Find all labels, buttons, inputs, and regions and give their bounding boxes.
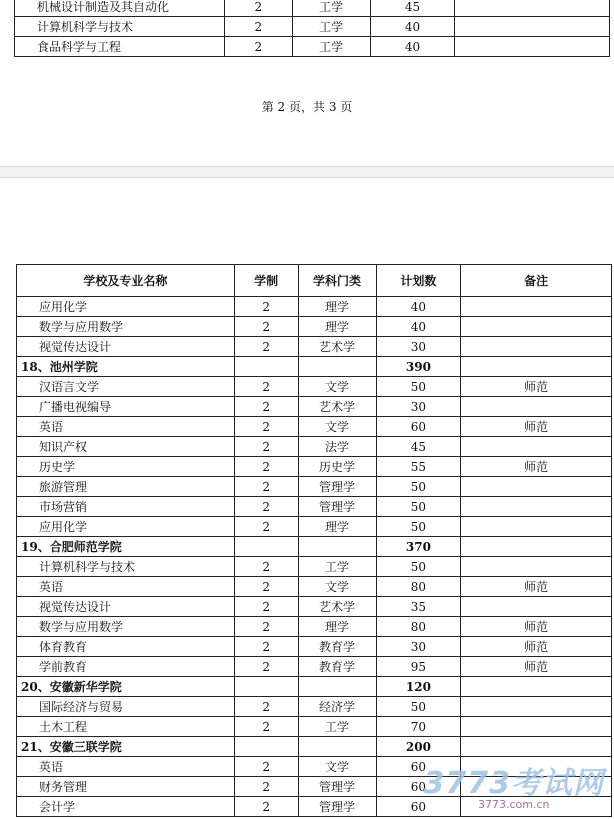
cell-category: 工学: [292, 37, 370, 57]
cell-note: [461, 357, 612, 377]
cell-category: 文学: [298, 417, 376, 437]
cell-category: 文学: [298, 757, 376, 777]
cell-category: 管理学: [298, 797, 376, 817]
header-row: [17, 265, 612, 297]
cell-years: 2: [234, 437, 298, 457]
school-row: [17, 357, 612, 377]
cell-plan: 40: [370, 17, 455, 37]
cell-note: 师范: [461, 577, 612, 597]
cell-category: 文学: [298, 377, 376, 397]
cell-plan: 60: [376, 757, 461, 777]
cell-plan: 30: [376, 637, 461, 657]
cell-category: 文学: [298, 577, 376, 597]
cell-category: 理学: [298, 617, 376, 637]
cell-years: 2: [234, 317, 298, 337]
cell-plan: 60: [376, 777, 461, 797]
cell-plan: 50: [376, 557, 461, 577]
table-row: [17, 577, 612, 597]
cell-name: 市场营销: [17, 497, 235, 517]
cell-plan: 60: [376, 417, 461, 437]
table-row: [15, 17, 610, 37]
table-row: [17, 457, 612, 477]
cell-category: 工学: [298, 717, 376, 737]
cell-name: 财务管理: [17, 777, 235, 797]
cell-note: [461, 497, 612, 517]
header-years: 学制: [234, 265, 298, 297]
cell-category: 理学: [298, 317, 376, 337]
cell-note: 师范: [461, 637, 612, 657]
cell-category: [298, 357, 376, 377]
cell-years: 2: [234, 397, 298, 417]
cell-years: 2: [234, 697, 298, 717]
table-row: [17, 637, 612, 657]
header-name: 学校及专业名称: [17, 265, 235, 297]
cell-plan: 80: [376, 577, 461, 597]
watermark-logo: 3773考试网: [423, 766, 604, 801]
table-row: [17, 557, 612, 577]
cell-category: [298, 537, 376, 557]
cell-plan: 35: [376, 597, 461, 617]
cell-years: 2: [234, 617, 298, 637]
cell-name: 土木工程: [17, 717, 235, 737]
cell-category: 工学: [298, 557, 376, 577]
watermark-url: 3773.com.cn: [478, 798, 550, 811]
cell-years: 2: [224, 0, 292, 17]
cell-name: 国际经济与贸易: [17, 697, 235, 717]
table-row: [17, 597, 612, 617]
table-row: [17, 437, 612, 457]
table-row: [17, 397, 612, 417]
cell-name: 历史学: [17, 457, 235, 477]
cell-category: 教育学: [298, 637, 376, 657]
cell-years: 2: [234, 757, 298, 777]
cell-years: 2: [234, 577, 298, 597]
table-row: [17, 517, 612, 537]
enrollment-table: [16, 264, 612, 817]
cell-note: [461, 537, 612, 557]
cell-category: 艺术学: [298, 397, 376, 417]
cell-note: 师范: [461, 617, 612, 637]
cell-note: [461, 337, 612, 357]
cell-plan: 80: [376, 617, 461, 637]
cell-plan: 50: [376, 477, 461, 497]
cell-years: 2: [234, 637, 298, 657]
cell-note: [461, 557, 612, 577]
cell-note: [461, 597, 612, 617]
cell-name: 21、安徽三联学院: [17, 737, 235, 757]
cell-name: 体育教育: [17, 637, 235, 657]
cell-name: 视觉传达设计: [17, 337, 235, 357]
cell-category: [298, 677, 376, 697]
table-row: [17, 417, 612, 437]
cell-years: 2: [234, 477, 298, 497]
cell-name: 英语: [17, 757, 235, 777]
table-row: [17, 617, 612, 637]
cell-note: [455, 17, 610, 37]
table-row: [17, 317, 612, 337]
cell-name: 数学与应用数学: [17, 317, 235, 337]
cell-plan: 30: [376, 397, 461, 417]
cell-note: 师范: [461, 657, 612, 677]
cell-plan: 120: [376, 677, 461, 697]
header-note: 备注: [461, 265, 612, 297]
cell-years: 2: [234, 777, 298, 797]
table-row: [17, 337, 612, 357]
cell-note: 师范: [461, 417, 612, 437]
cell-note: [461, 737, 612, 757]
cell-name: 机械设计制造及其自动化: [15, 0, 225, 17]
school-row: [17, 737, 612, 757]
cell-name: 应用化学: [17, 297, 235, 317]
cell-category: 艺术学: [298, 597, 376, 617]
cell-note: [461, 517, 612, 537]
table-row: [17, 657, 612, 677]
cell-name: 18、池州学院: [17, 357, 235, 377]
cell-name: 应用化学: [17, 517, 235, 537]
cell-years: 2: [234, 337, 298, 357]
cell-name: 广播电视编导: [17, 397, 235, 417]
header-plan: 计划数: [376, 265, 461, 297]
cell-note: [461, 717, 612, 737]
cell-name: 英语: [17, 577, 235, 597]
cell-plan: 95: [376, 657, 461, 677]
table-row: [17, 497, 612, 517]
cell-category: 管理学: [298, 497, 376, 517]
cell-years: 2: [234, 717, 298, 737]
cell-plan: 70: [376, 717, 461, 737]
cell-years: [234, 357, 298, 377]
cell-years: [234, 677, 298, 697]
cell-category: [298, 737, 376, 757]
cell-name: 汉语言文学: [17, 377, 235, 397]
cell-plan: 50: [376, 517, 461, 537]
cell-name: 视觉传达设计: [17, 597, 235, 617]
cell-name: 知识产权: [17, 437, 235, 457]
cell-plan: 390: [376, 357, 461, 377]
cell-name: 计算机科学与技术: [15, 17, 225, 37]
cell-years: 2: [234, 797, 298, 817]
cell-name: 会计学: [17, 797, 235, 817]
cell-years: 2: [224, 17, 292, 37]
page-number: 第 2 页，共 3 页: [261, 100, 353, 114]
cell-plan: 50: [376, 497, 461, 517]
cell-note: [455, 0, 610, 17]
cell-note: 师范: [461, 377, 612, 397]
cell-name: 19、合肥师范学院: [17, 537, 235, 557]
school-row: [17, 537, 612, 557]
cell-note: 师范: [461, 457, 612, 477]
cell-category: 历史学: [298, 457, 376, 477]
cell-years: 2: [234, 297, 298, 317]
table-row: [17, 377, 612, 397]
cell-plan: 50: [376, 377, 461, 397]
table-row: [15, 0, 610, 17]
cell-years: [234, 537, 298, 557]
cell-note: [461, 477, 612, 497]
cell-note: [461, 297, 612, 317]
cell-years: 2: [234, 557, 298, 577]
table-row: [17, 697, 612, 717]
cell-category: 艺术学: [298, 337, 376, 357]
cell-plan: 55: [376, 457, 461, 477]
table-row: [17, 477, 612, 497]
cell-years: 2: [234, 497, 298, 517]
cell-name: 旅游管理: [17, 477, 235, 497]
table-row: [17, 297, 612, 317]
cell-plan: 45: [370, 0, 455, 17]
cell-plan: 45: [376, 437, 461, 457]
cell-plan: 60: [376, 797, 461, 817]
table-row: [17, 717, 612, 737]
cell-years: 2: [234, 417, 298, 437]
cell-category: 管理学: [298, 777, 376, 797]
cell-plan: 40: [376, 297, 461, 317]
cell-category: 工学: [292, 17, 370, 37]
cell-category: 工学: [292, 0, 370, 17]
cell-name: 食品科学与工程: [15, 37, 225, 57]
cell-years: 2: [234, 377, 298, 397]
school-row: [17, 677, 612, 697]
top-table: [14, 0, 610, 57]
table-row: [15, 37, 610, 57]
cell-category: 法学: [298, 437, 376, 457]
cell-name: 20、安徽新华学院: [17, 677, 235, 697]
cell-name: 学前教育: [17, 657, 235, 677]
cell-note: [461, 697, 612, 717]
cell-plan: 370: [376, 537, 461, 557]
header-category: 学科门类: [298, 265, 376, 297]
cell-years: 2: [234, 517, 298, 537]
cell-category: 理学: [298, 297, 376, 317]
cell-plan: 40: [376, 317, 461, 337]
page-separator: [0, 166, 614, 178]
cell-years: [234, 737, 298, 757]
cell-years: 2: [234, 657, 298, 677]
cell-years: 2: [234, 597, 298, 617]
cell-note: [461, 437, 612, 457]
cell-note: [461, 397, 612, 417]
cell-category: 理学: [298, 517, 376, 537]
watermark: [424, 758, 605, 811]
cell-name: 数学与应用数学: [17, 617, 235, 637]
cell-years: 2: [234, 457, 298, 477]
cell-category: 经济学: [298, 697, 376, 717]
cell-plan: 40: [370, 37, 455, 57]
cell-note: [461, 677, 612, 697]
cell-name: 英语: [17, 417, 235, 437]
cell-years: 2: [224, 37, 292, 57]
cell-category: 教育学: [298, 657, 376, 677]
cell-plan: 30: [376, 337, 461, 357]
cell-plan: 200: [376, 737, 461, 757]
cell-name: 计算机科学与技术: [17, 557, 235, 577]
cell-plan: 50: [376, 697, 461, 717]
cell-note: [455, 37, 610, 57]
cell-category: 管理学: [298, 477, 376, 497]
cell-note: [461, 317, 612, 337]
